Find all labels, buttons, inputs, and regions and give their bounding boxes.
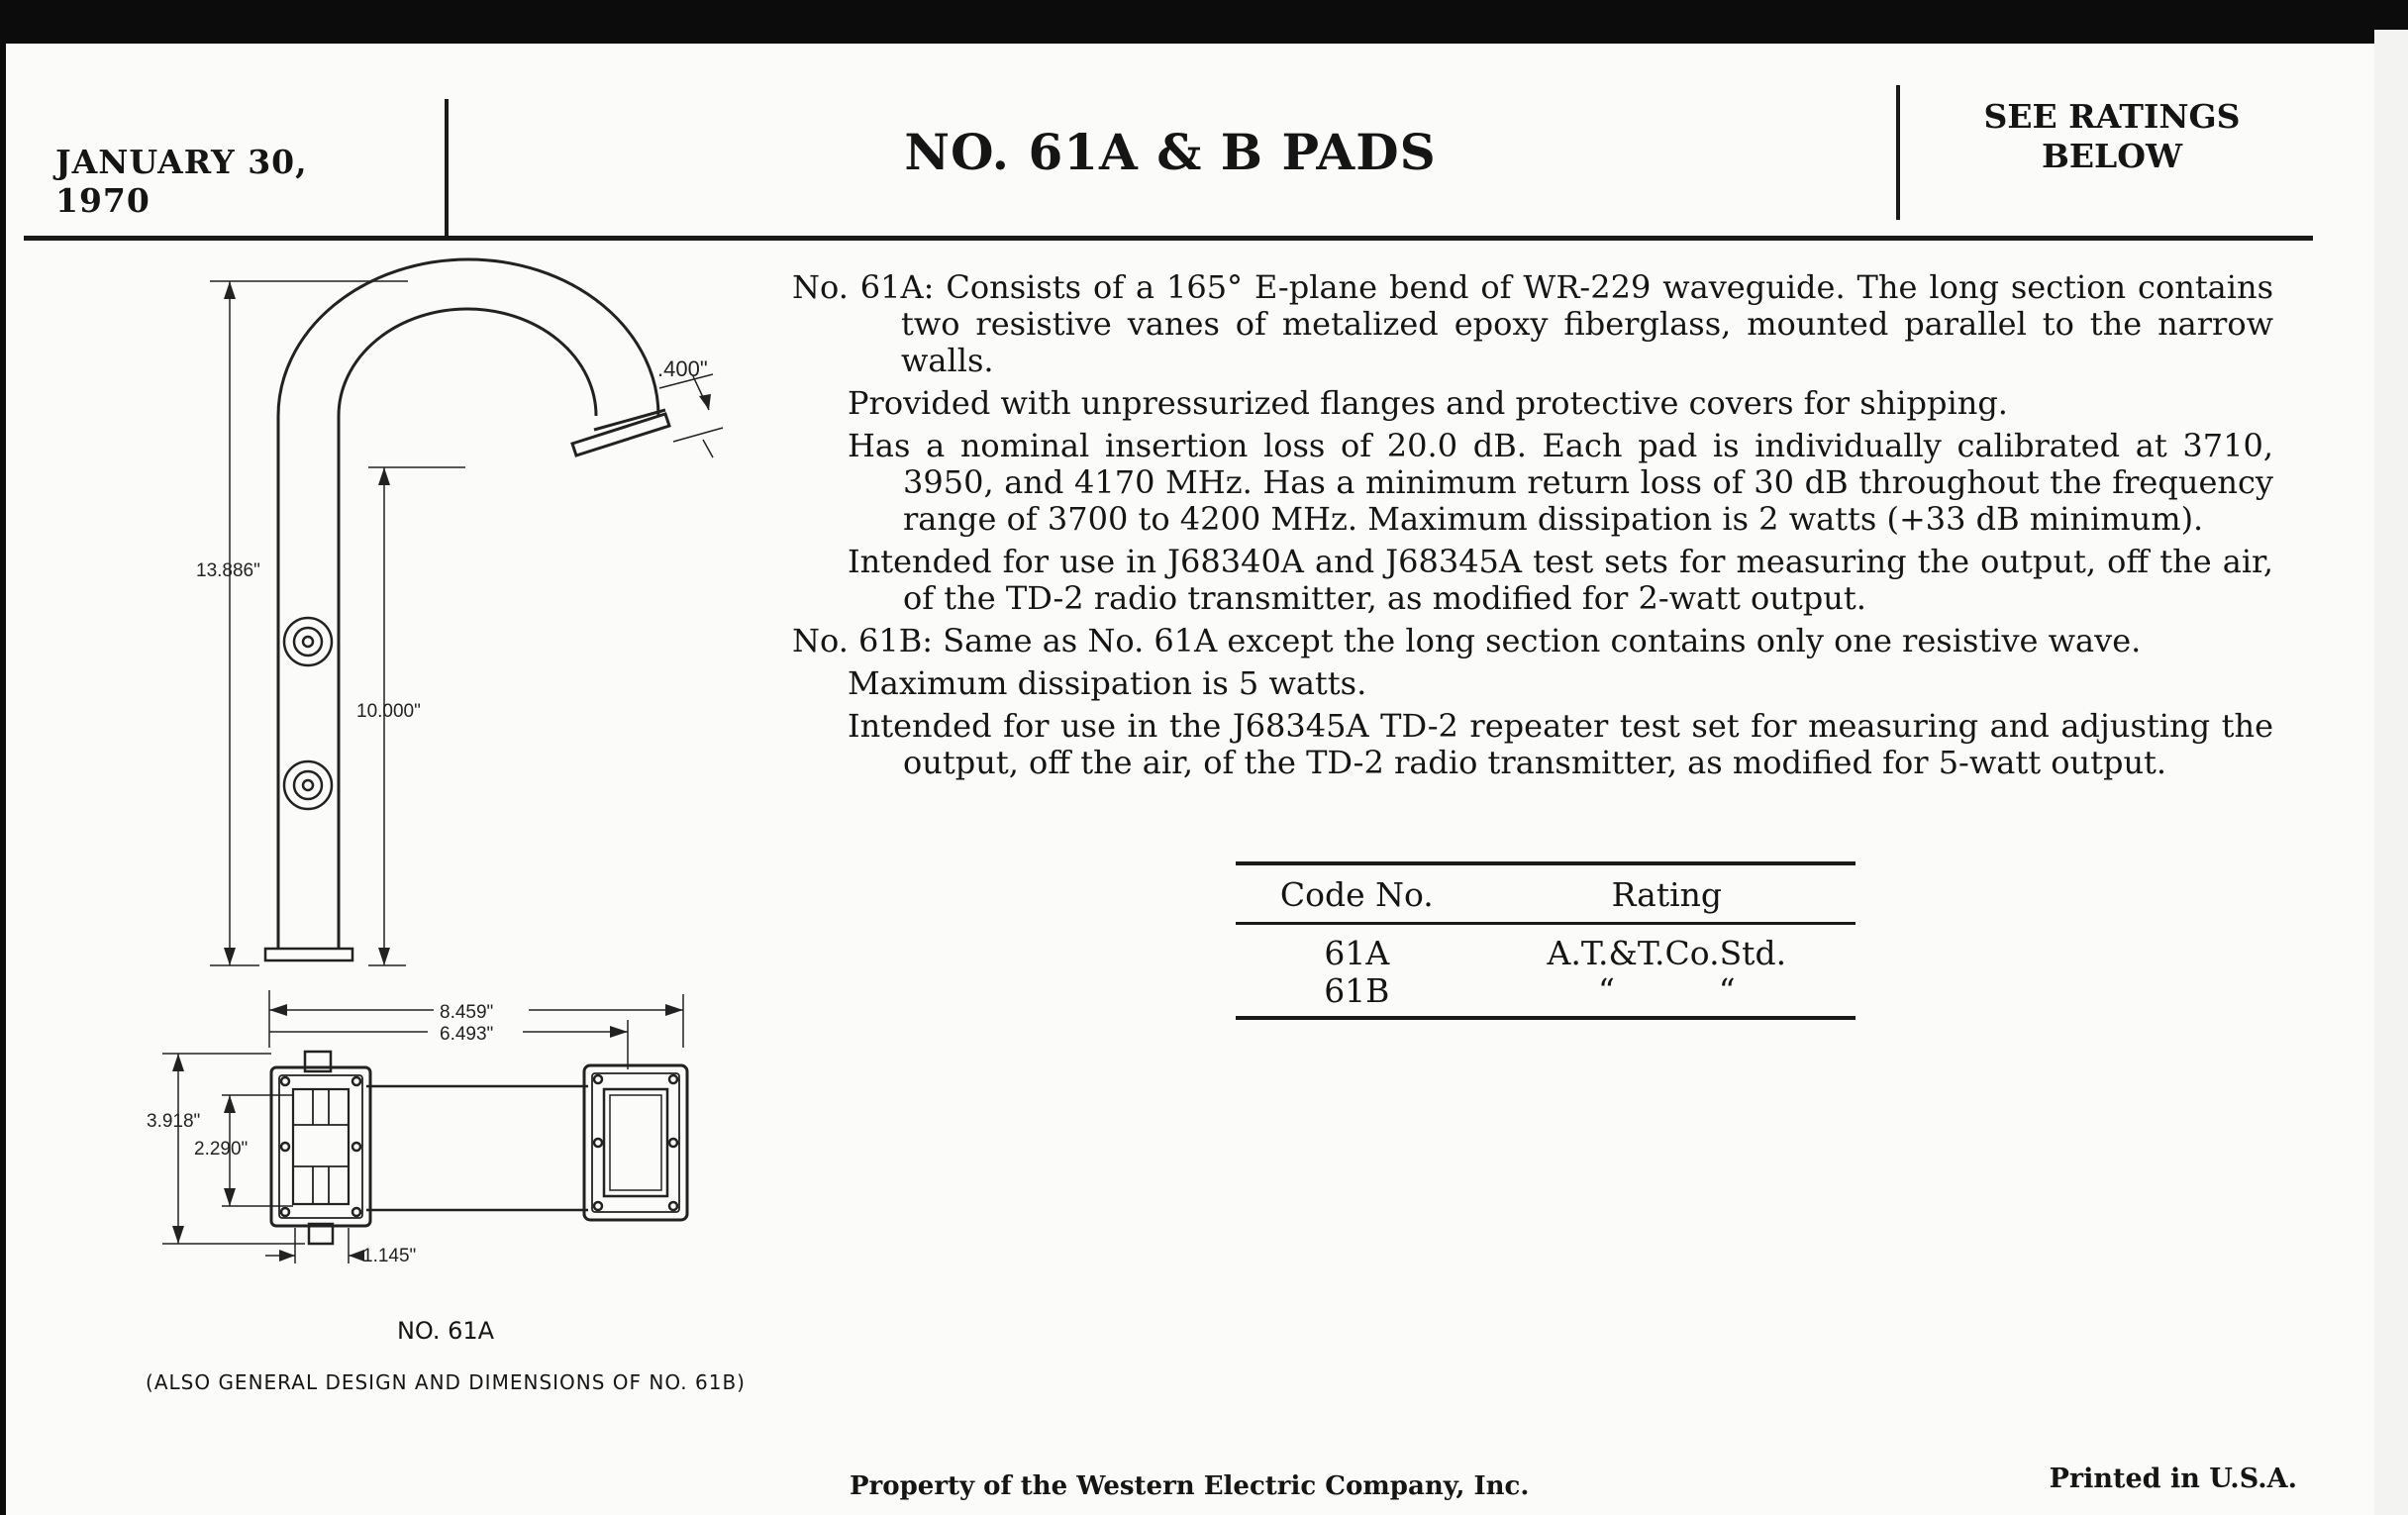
bottom-view <box>147 990 687 1266</box>
label-61a: No. 61A: <box>792 268 935 306</box>
paragraph-dissipation: Maximum dissipation is 5 watts. <box>848 664 1367 702</box>
column-code: Code No. <box>1279 875 1434 914</box>
paragraph-use-61a: Intended for use in J68340A and J68345A test sets for measuring the output, off the air, of the TD-2 radio transmitter, as modified for 2-watt output. <box>848 543 2273 617</box>
dim-leg-label: 10.000" <box>356 701 421 722</box>
header-rule <box>24 236 2313 241</box>
figure-subcaption: (ALSO GENERAL DESIGN AND DIMENSIONS OF NO. 61B) <box>146 1370 746 1394</box>
ratings-table <box>1236 861 1856 1020</box>
table-row <box>1236 924 1856 973</box>
dim-thickness-label: .400" <box>657 356 708 381</box>
document-date: JANUARY 30, 1970 <box>55 143 308 220</box>
text-61b: Same as No. 61A except the long section contains only one resistive wave. <box>943 622 2142 659</box>
side-view <box>196 259 723 965</box>
label-61b: No. 61B: <box>792 622 934 659</box>
dim-flange-height-label: 3.918" <box>147 1111 201 1132</box>
code-cell: 61A <box>1324 934 1390 972</box>
table-row <box>1236 972 1856 1018</box>
ratings-note <box>1899 97 2325 176</box>
rating-cell: “ “ <box>1597 971 1736 1010</box>
dim-offset-label: 1.145" <box>362 1246 417 1266</box>
dim-flange-inner-label: 2.290" <box>194 1139 249 1160</box>
rating-cell: A.T.&T.Co.Std. <box>1547 934 1787 972</box>
dim-width-inner-label: 6.493" <box>440 1024 494 1045</box>
dim-width-total-label: 8.459" <box>440 1002 494 1023</box>
table-header-row <box>1236 863 1856 924</box>
header-divider-left <box>445 99 449 240</box>
figure-caption: NO. 61A <box>396 1317 495 1345</box>
document-title: NO. 61A & B PADS <box>904 123 1437 181</box>
paragraph-loss: Has a nominal insertion loss of 20.0 dB. Each pad is individually calibrated at 3710, 3950, and 4170 MHz. Has a minimum return loss of 30 dB throughout the frequency range of 3700 to 4200 MHz. Maximum dissipation is 2 watts (+33 dB minimum). <box>848 427 2273 538</box>
ratings-note-line1: SEE RATINGS <box>1983 97 2241 136</box>
paragraph-61b <box>792 623 2273 659</box>
column-rating: Rating <box>1611 875 1723 914</box>
code-cell: 61B <box>1324 971 1390 1010</box>
description <box>792 269 2273 787</box>
ratings-note-line2: BELOW <box>2041 137 2183 175</box>
header-divider-right <box>1896 85 1900 220</box>
pad-drawing <box>0 248 782 1266</box>
page-edge <box>2374 30 2408 1515</box>
text-61a: Consists of a 165° E-plane bend of WR-229 waveguide. The long section contains two resistive vanes of metalized epoxy fiberglass, mounted parallel to the narrow walls. <box>901 268 2274 379</box>
paragraph-flanges: Provided with unpressurized flanges and protective covers for shipping. <box>848 384 2008 422</box>
dim-height-label: 13.886" <box>196 560 260 581</box>
footer-printed: Printed in U.S.A. <box>2049 1464 2297 1494</box>
paragraph-use-61b: Intended for use in the J68345A TD-2 repeater test set for measuring and adjusting the output, off the air, of the TD-2 radio transmitter, as modified for 5-watt output. <box>848 707 2273 781</box>
paragraph-61a <box>792 269 2273 379</box>
footer-property: Property of the Western Electric Company, Inc. <box>850 1471 1530 1501</box>
